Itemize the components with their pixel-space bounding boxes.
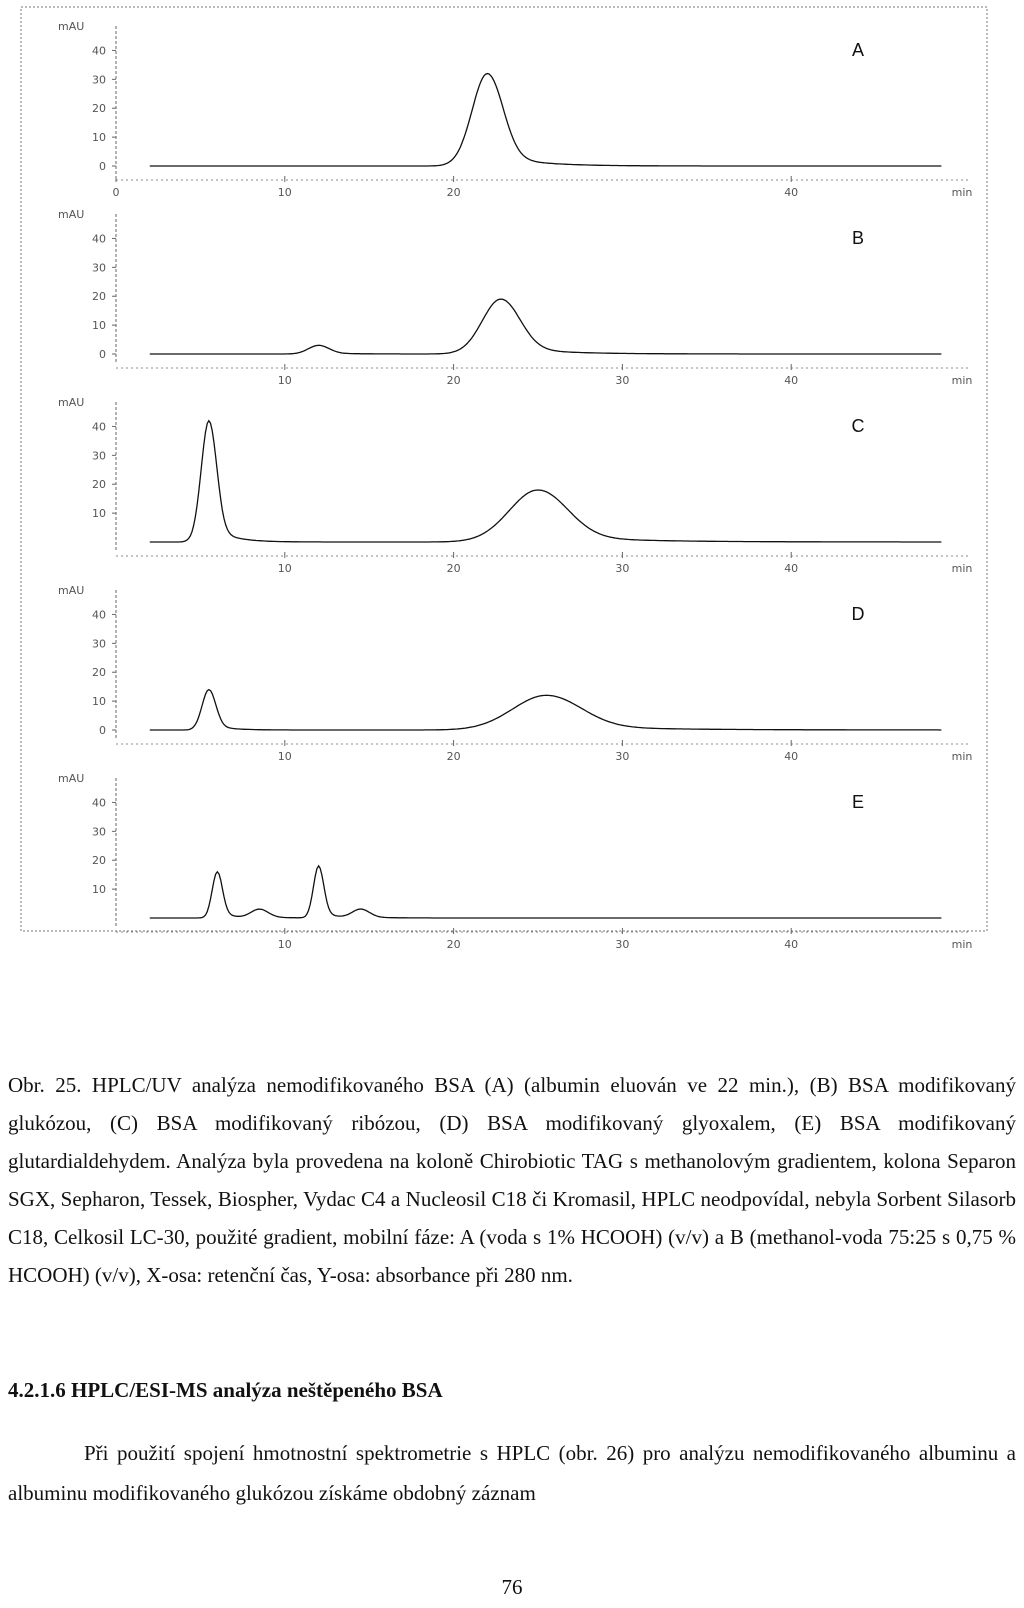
y-tick-label: 0 bbox=[99, 160, 106, 173]
figure-frame bbox=[21, 7, 987, 931]
x-tick-label: 40 bbox=[784, 186, 799, 199]
x-tick-label: 10 bbox=[277, 938, 292, 951]
panel-label: A bbox=[851, 40, 865, 60]
x-axis-unit: min bbox=[951, 938, 973, 951]
y-axis-unit: mAU bbox=[58, 208, 85, 221]
x-tick-label: 40 bbox=[784, 938, 799, 951]
y-tick-label: 10 bbox=[92, 319, 106, 333]
chromatogram-trace bbox=[150, 299, 942, 354]
y-tick-label: 40 bbox=[92, 44, 106, 58]
y-tick-label: 20 bbox=[92, 854, 106, 868]
chromatogram-figure bbox=[20, 6, 988, 956]
x-tick-label: 20 bbox=[446, 374, 461, 387]
x-tick-label: 10 bbox=[277, 374, 292, 387]
x-tick-label: 30 bbox=[615, 750, 630, 763]
x-axis-unit: min bbox=[951, 374, 973, 387]
y-axis-unit: mAU bbox=[58, 396, 85, 409]
y-tick-label: 30 bbox=[92, 261, 106, 275]
x-tick-label: 40 bbox=[784, 374, 799, 387]
figure-caption: Obr. 25. HPLC/UV analýza nemodifikovaného BSA (A) (albumin eluován ve 22 min.), (B) BSA modifikovaný glukózou, (C) BSA modifikovaný ribózou, (D) BSA modifikovaný glyoxalem, (E) BSA modifikovaný glutardialdehydem. Analýza byla provedena na koloně Chirobiotic TAG s methanolovým gradientem, kolona Separon SGX, Sepharon, Tessek, Biospher, Vydac C4 a Nucleosil C18 či Kromasil, HPLC neodpovídal, nebyla Sorbent Silasorb C18, Celkosil LC-30, použité gradient, mobilní fáze: A (voda s 1% HCOOH) (v/v) a B (methanol-voda 75:25 s 0,75 % HCOOH) (v/v), X-osa: retenční čas, Y-osa: absorbance při 280 nm. bbox=[8, 1073, 1016, 1287]
x-tick-label: 0 bbox=[112, 186, 120, 199]
x-tick-label: 30 bbox=[615, 938, 630, 951]
panel-label: C bbox=[851, 416, 865, 436]
y-axis-unit: mAU bbox=[58, 772, 85, 785]
x-tick-label: 40 bbox=[784, 562, 799, 575]
chromatogram-trace bbox=[150, 421, 942, 542]
x-tick-label: 10 bbox=[277, 186, 292, 199]
x-tick-label: 20 bbox=[446, 186, 461, 199]
x-tick-label: 30 bbox=[615, 374, 630, 387]
y-tick-label: 0 bbox=[99, 724, 106, 737]
y-tick-label: 20 bbox=[92, 666, 106, 680]
x-tick-label: 20 bbox=[446, 938, 461, 951]
y-tick-label: 30 bbox=[92, 637, 106, 651]
y-tick-label: 10 bbox=[92, 131, 106, 145]
x-tick-label: 20 bbox=[446, 562, 461, 575]
y-tick-label: 40 bbox=[92, 232, 106, 246]
y-tick-label: 10 bbox=[92, 883, 106, 897]
y-tick-label: 10 bbox=[92, 507, 106, 521]
y-axis-unit: mAU bbox=[58, 584, 85, 597]
x-tick-label: 20 bbox=[446, 750, 461, 763]
x-tick-label: 10 bbox=[277, 562, 292, 575]
y-tick-label: 20 bbox=[92, 102, 106, 116]
x-axis-unit: min bbox=[951, 186, 973, 199]
y-tick-label: 30 bbox=[92, 825, 106, 839]
x-axis-unit: min bbox=[951, 750, 973, 763]
body-paragraph: Při použití spojení hmotnostní spektrometrie s HPLC (obr. 26) pro analýzu nemodifikovaného albuminu a albuminu modifikovaného glukózou získáme obdobný záznam bbox=[8, 1441, 1016, 1505]
section-heading: 4.2.1.6 HPLC/ESI-MS analýza neštěpeného BSA bbox=[8, 1378, 443, 1402]
chromatogram-trace bbox=[150, 690, 942, 730]
panel-label: D bbox=[851, 604, 865, 624]
y-tick-label: 10 bbox=[92, 695, 106, 709]
y-tick-label: 30 bbox=[92, 449, 106, 463]
y-tick-label: 0 bbox=[99, 348, 106, 361]
x-axis-unit: min bbox=[951, 562, 973, 575]
x-tick-label: 40 bbox=[784, 750, 799, 763]
chromatogram-trace bbox=[150, 866, 942, 918]
chromatogram-trace bbox=[150, 74, 942, 166]
panel-label: B bbox=[851, 228, 865, 248]
y-tick-label: 20 bbox=[92, 478, 106, 492]
panel-label: E bbox=[851, 792, 865, 812]
y-axis-unit: mAU bbox=[58, 20, 85, 33]
page-number: 76 bbox=[501, 1575, 523, 1599]
y-tick-label: 40 bbox=[92, 608, 106, 622]
y-tick-label: 40 bbox=[92, 420, 106, 434]
y-tick-label: 40 bbox=[92, 796, 106, 810]
y-tick-label: 20 bbox=[92, 290, 106, 304]
y-tick-label: 30 bbox=[92, 73, 106, 87]
x-tick-label: 10 bbox=[277, 750, 292, 763]
x-tick-label: 30 bbox=[615, 562, 630, 575]
chromatogram-stack bbox=[20, 6, 988, 956]
